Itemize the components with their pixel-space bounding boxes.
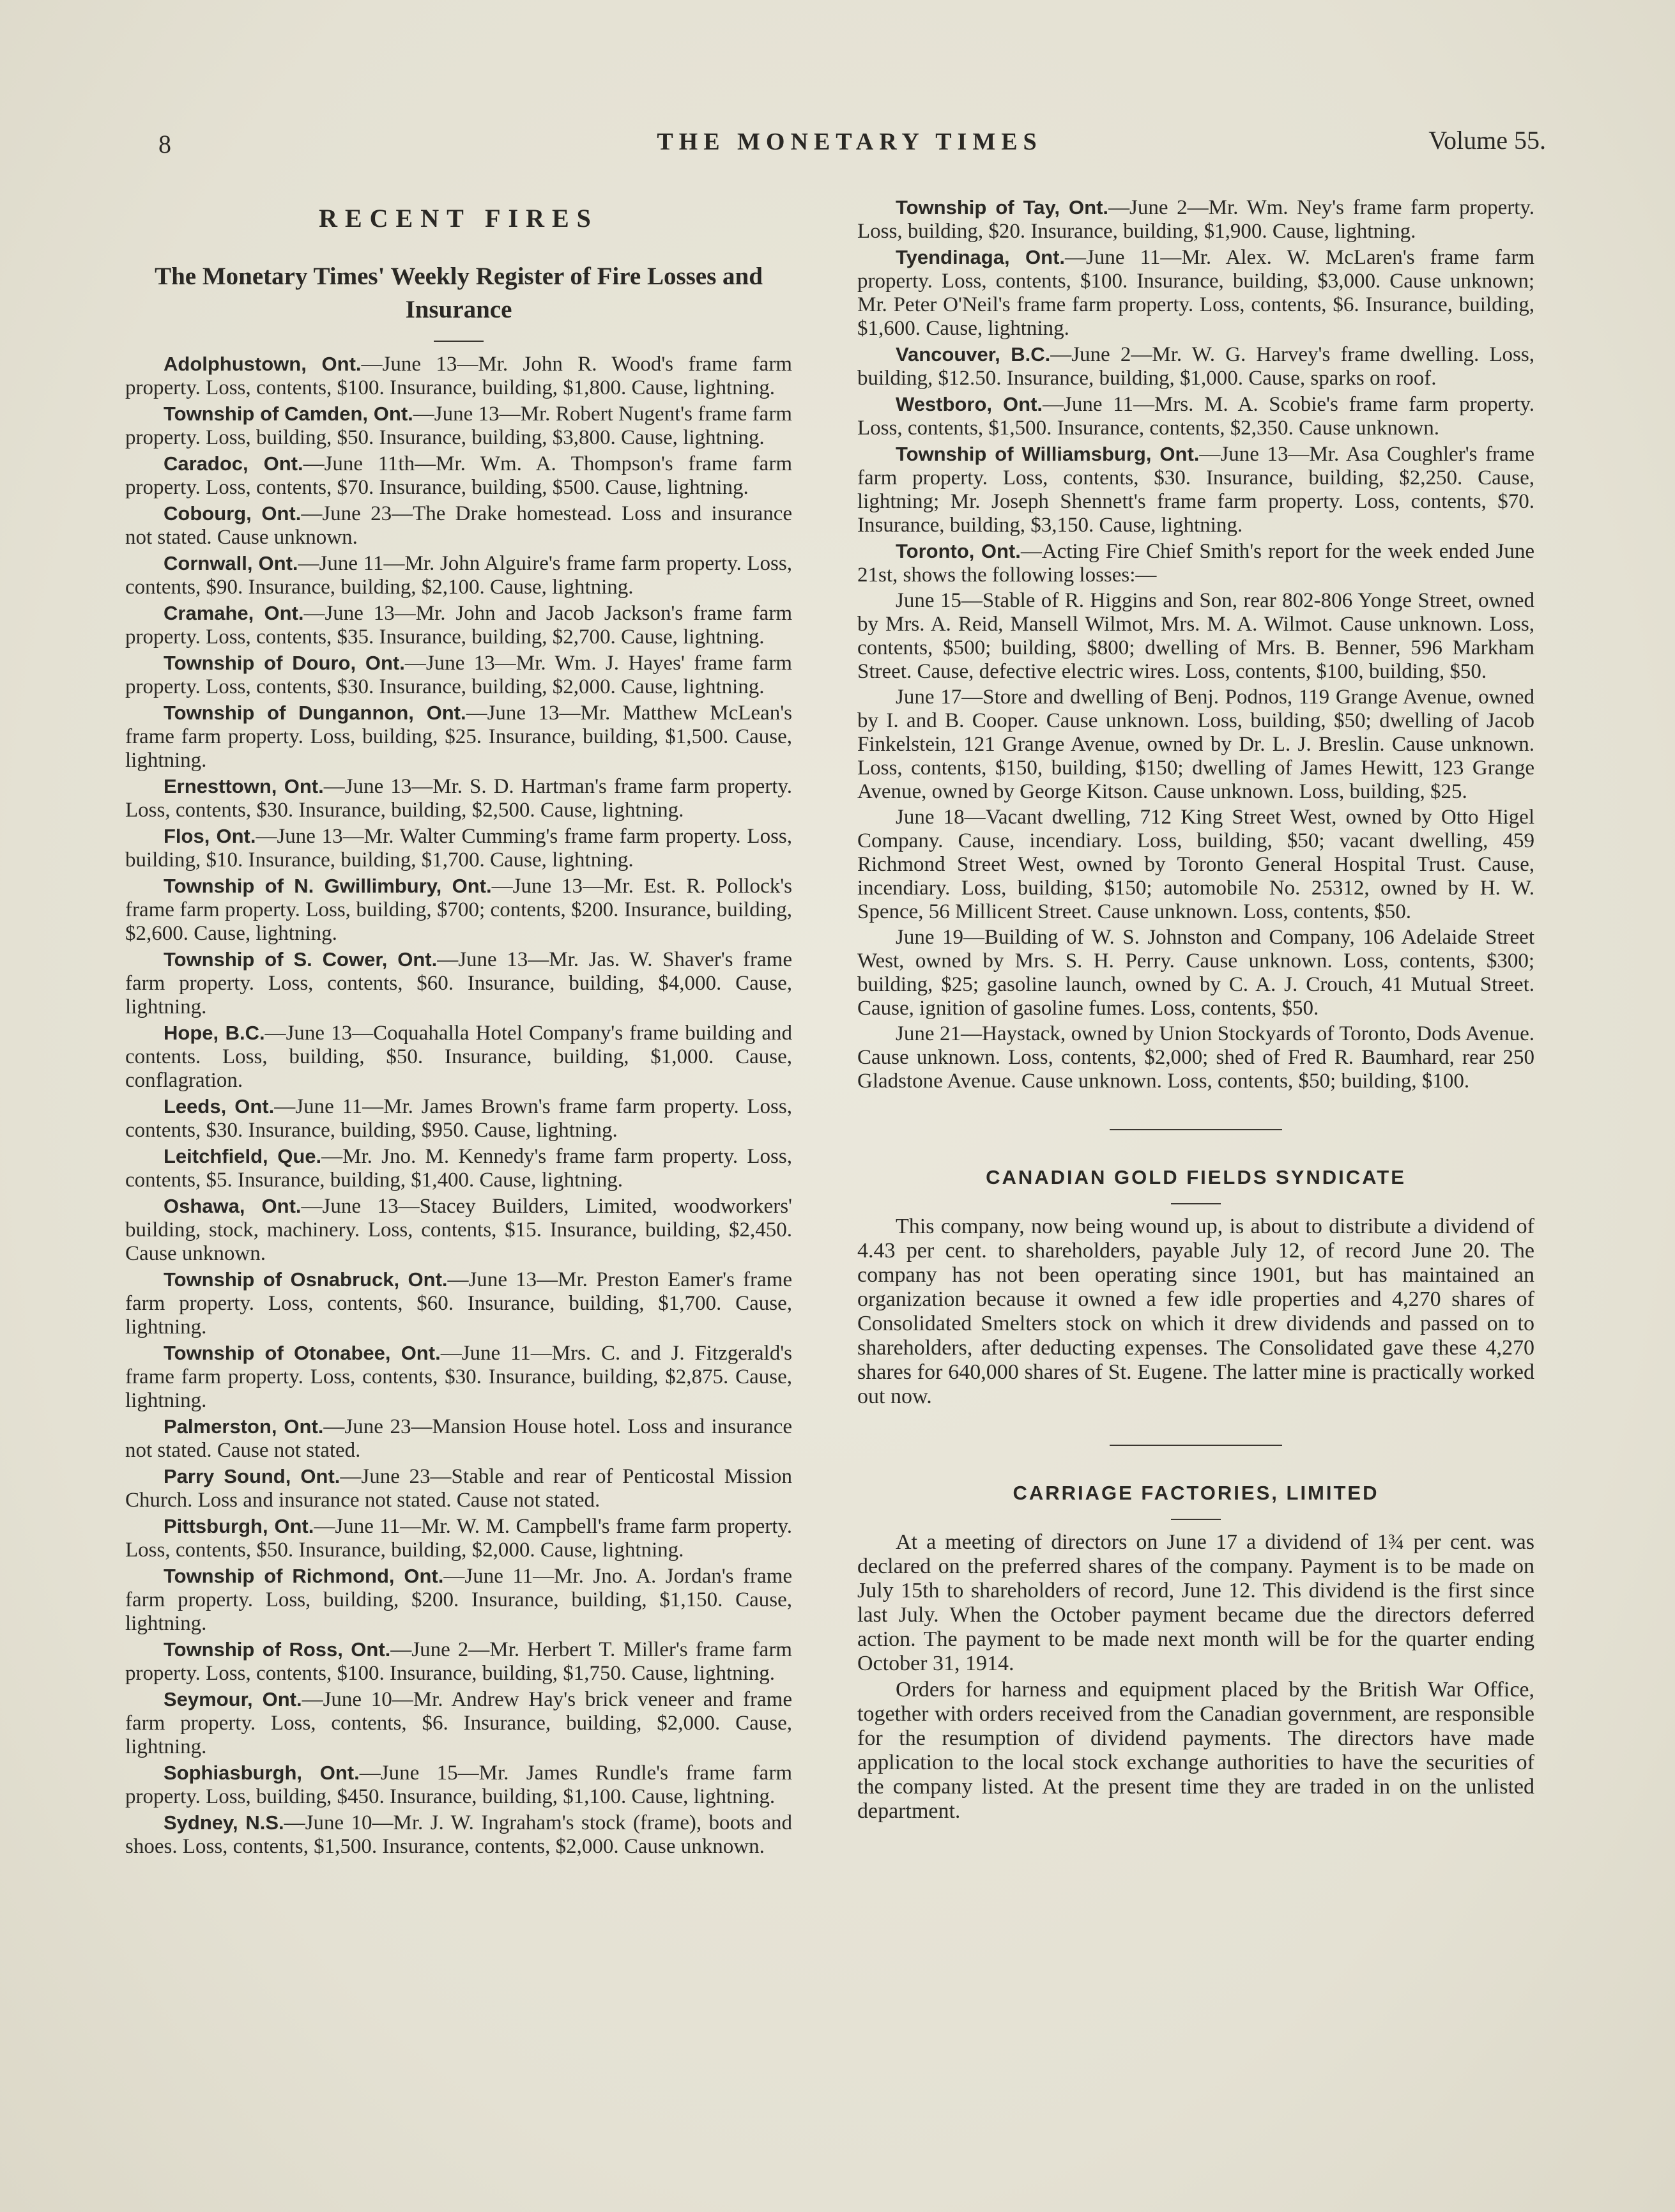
entry-text: —June 2—Mr. Herbert T. Miller's frame farm property. Loss, contents, $100. Insurance, building, $1,750. Cause, lightning.	[125, 1638, 792, 1685]
entry-place: Township of Ross, Ont.	[164, 1638, 391, 1661]
entry-text: —June 13—Mr. Jas. W. Shaver's frame farm property. Loss, contents, $60. Insurance, building, $4,000. Cause, lightning.	[125, 948, 792, 1018]
entry-place: Township of Richmond, Ont.	[164, 1565, 444, 1587]
entry-place: Township of Osnabruck, Ont.	[164, 1268, 448, 1291]
entry-text: —June 23—The Drake homestead. Loss and insurance not stated. Cause unknown.	[125, 502, 792, 549]
entry-text: —June 23—Mansion House hotel. Loss and insurance not stated. Cause not stated.	[125, 1415, 792, 1462]
fire-entry	[125, 1761, 792, 1809]
fire-entry	[125, 1564, 792, 1636]
entry-text: —June 11—Mr. John Alguire's frame farm property. Loss, contents, $90. Insurance, building, $2,100. Cause, lightning.	[125, 552, 792, 599]
entry-place: Caradoc, Ont.	[164, 452, 303, 475]
fire-entry	[125, 1268, 792, 1339]
entry-text: —June 11—Mr. Alex. W. McLaren's frame farm property. Loss, contents, $100. Insurance, building, $3,000. Cause unknown; Mr. Peter O'Neil's frame farm property. Loss, contents, $6. Insurance, building, $1,600. Cause, lightning.	[857, 246, 1535, 340]
entry-text: —Mr. Jno. M. Kennedy's frame farm property. Loss, contents, $5. Insurance, building, $1,400. Cause, lightning.	[125, 1145, 792, 1192]
entry-text: —June 13—Mr. John and Jacob Jackson's frame farm property. Loss, contents, $35. Insurance, building, $2,700. Cause, lightning.	[125, 602, 792, 649]
fire-entry	[125, 824, 792, 872]
entry-text: —June 10—Mr. Andrew Hay's brick veneer and frame farm property. Loss, contents, $6. Insurance, building, $2,000. Cause, lightning.	[125, 1688, 792, 1758]
entry-text: —June 23—Stable and rear of Penticostal Mission Church. Loss and insurance not stated. Cause not stated.	[125, 1465, 793, 1512]
fire-entry	[125, 1687, 792, 1759]
paragraph: June 21—Haystack, owned by Union Stockyards of Toronto, Dods Avenue. Cause unknown. Loss, contents, $2,000; shed of Fred R. Baumhard, rear 250 Gladstone Avenue. Cause unknown. Loss, contents, $50; building, $100.	[857, 1022, 1534, 1093]
entry-place: Parry Sound, Ont.	[164, 1465, 340, 1487]
paragraph: June 19—Building of W. S. Johnston and Company, 106 Adelaide Street West, owned by Mrs. S. H. Perry. Cause unknown. Loss, contents, $300; building, $25; gasoline launch, owned by C. A. J. Crouch, 41 Mutual Street. Cause, ignition of gasoline fumes. Loss, contents, $50.	[857, 926, 1534, 1020]
fire-entry	[125, 774, 792, 822]
entry-text: —June 13—Mr. Robert Nugent's frame farm property. Loss, building, $50. Insurance, building, $3,800. Cause, lightning.	[125, 403, 792, 449]
toronto-report	[857, 589, 1534, 1093]
fire-entry	[125, 402, 792, 450]
fire-entry	[125, 1144, 792, 1192]
fire-entry	[857, 392, 1534, 440]
entry-place: Cobourg, Ont.	[164, 502, 302, 525]
fire-entry	[125, 1638, 792, 1686]
entry-place: Ernesttown, Ont.	[164, 775, 324, 797]
entry-place: Cornwall, Ont.	[164, 552, 298, 574]
fire-entry	[125, 452, 792, 500]
paragraph: At a meeting of directors on June 17 a dividend of 1¾ per cent. was declared on the preferred shares of the company. Payment is to be made on July 15th to shareholders of record, June 12. This dividend is the first since last July. When the October payment became due the directors deferred action. The payment to be made next month will be for the quarter ending October 31, 1914.	[857, 1530, 1534, 1675]
fire-entry	[125, 1811, 792, 1859]
divider	[1110, 1129, 1282, 1130]
left-column	[125, 199, 792, 1861]
section-subtitle: The Monetary Times' Weekly Register of Fire Losses and Insurance	[155, 263, 763, 323]
entry-place: Pittsburgh, Ont.	[164, 1515, 314, 1537]
paragraph: This company, now being wound up, is about to distribute a dividend of 4.43 per cent. to shareholders, payable July 12, of record June 20. The company has not been operating since 1901, but has maintained an organization because it owned a few idle properties and 4,270 shares of Consolidated Smelters stock on which it drew dividends and passed on to shareholders, after deducting expenses. The Consolidated gave these 4,270 shares for 640,000 shares of St. Eugene. The latter mine is practically worked out now.	[857, 1215, 1534, 1408]
entry-place: Vancouver, B.C.	[896, 343, 1051, 365]
fire-entry	[125, 1464, 792, 1512]
entry-text: —June 10—Mr. J. W. Ingraham's stock (frame), boots and shoes. Loss, contents, $1,500. Insurance, contents, $2,000. Cause unknown.	[125, 1811, 792, 1858]
fire-entry	[125, 651, 792, 699]
divider	[434, 341, 484, 342]
entry-place: Township of Camden, Ont.	[164, 403, 413, 425]
entry-place: Toronto, Ont.	[896, 540, 1021, 562]
divider	[1171, 1203, 1221, 1204]
entry-place: Cramahe, Ont.	[164, 602, 304, 624]
entry-place: Oshawa, Ont.	[164, 1195, 302, 1217]
section-title: RECENT FIRES	[319, 204, 599, 233]
entry-text: —June 11—Mr. James Brown's frame farm property. Loss, contents, $30. Insurance, building, $950. Cause, lightning.	[125, 1095, 792, 1142]
paragraph: June 18—Vacant dwelling, 712 King Street West, owned by Otto Higel Company. Cause, incendiary. Loss, building, $50; vacant dwelling, 459 Richmond Street West, owned by Toronto General Hospital Trust. Cause, incendiary. Loss, building, $150; automobile No. 25312, owned by H. W. Spence, 56 Millicent Street. Cause unknown. Loss, contents, $50.	[857, 806, 1534, 923]
paragraph: Orders for harness and equipment placed by the British War Office, together with orders received from the Canadian government, are responsible for the resumption of dividend payments. The directors have made application to the local stock exchange authorities to have the securities of the company listed. At the present time they are traded in on the unlisted department.	[857, 1678, 1534, 1823]
fire-entry	[857, 245, 1534, 341]
entry-place: Township of Otonabee, Ont.	[164, 1342, 441, 1364]
paragraph: June 15—Stable of R. Higgins and Son, rear 802-806 Yonge Street, owned by Mrs. A. Reid, Mansell Wilmot, Mrs. M. A. Wilmot. Cause unknown. Loss, contents, $500; building, $800; dwelling of Mrs. B. Benner, 596 Markham Street. Cause, defective electric wires. Loss, contents, $100, building, $50.	[857, 589, 1534, 683]
entry-text: —June 11—Mr. W. M. Campbell's frame farm property. Loss, contents, $50. Insurance, building, $2,000. Cause, lightning.	[125, 1515, 792, 1562]
article-title: CANADIAN GOLD FIELDS SYNDICATE	[986, 1166, 1406, 1188]
fire-entry	[125, 1194, 792, 1266]
right-column	[857, 196, 1534, 1825]
fire-entries-left	[125, 352, 792, 1859]
fire-entry	[125, 1021, 792, 1093]
entry-text: —June 2—Mr. W. G. Harvey's frame dwelling. Loss, building, $12.50. Insurance, building, $1,000. Cause, sparks on roof.	[857, 343, 1534, 390]
entry-place: Flos, Ont.	[164, 825, 256, 847]
entry-place: Tyendinaga, Ont.	[896, 246, 1066, 268]
entry-place: Sophiasburgh, Ont.	[164, 1762, 360, 1784]
entry-text: —June 13—Stacey Builders, Limited, woodworkers' building, stock, machinery. Loss, contents, $15. Insurance, building, $2,450. Cause unknown.	[125, 1195, 792, 1265]
entry-text: —June 13—Coquahalla Hotel Company's frame building and contents. Loss, building, $50. Insurance, building, $1,000. Cause, conflagration.	[125, 1022, 792, 1092]
entry-place: Township of S. Cower, Ont.	[164, 948, 438, 971]
entry-place: Township of N. Gwillimbury, Ont.	[164, 875, 492, 897]
entry-text: —Acting Fire Chief Smith's report for the week ended June 21st, shows the following losses:—	[857, 540, 1534, 587]
entry-text: —June 13—Mr. Wm. J. Hayes' frame farm property. Loss, contents, $30. Insurance, building, $2,000. Cause, lightning.	[125, 652, 792, 698]
fire-entry	[125, 601, 792, 649]
entry-text: —June 13—Mr. Matthew McLean's frame farm property. Loss, building, $25. Insurance, building, $1,500. Cause, lightning.	[125, 702, 792, 772]
entry-text: —June 11—Mr. Jno. A. Jordan's frame farm property. Loss, building, $200. Insurance, building, $1,150. Cause, lightning.	[125, 1565, 792, 1635]
entry-text: —June 15—Mr. James Rundle's frame farm property. Loss, building, $450. Insurance, building, $1,100. Cause, lightning.	[125, 1762, 792, 1808]
divider	[1110, 1445, 1282, 1446]
entry-text: —June 2—Mr. Wm. Ney's frame farm property. Loss, building, $20. Insurance, building, $1,900. Cause, lightning.	[857, 196, 1534, 243]
masthead: THE MONETARY TIMES	[657, 128, 1043, 155]
fire-entry	[857, 539, 1534, 587]
fire-entry	[857, 442, 1534, 537]
entry-text: —June 13—Mr. Preston Eamer's frame farm property. Loss, contents, $60. Insurance, building, $1,700. Cause, lightning.	[125, 1268, 792, 1339]
fire-entry	[125, 502, 792, 549]
entry-text: —June 13—Mr. Est. R. Pollock's frame farm property. Loss, building, $700; contents, $200. Insurance, building, $2,600. Cause, lightning.	[125, 875, 792, 945]
entry-place: Adolphustown, Ont.	[164, 353, 362, 375]
divider	[1171, 1519, 1221, 1520]
volume-label: Volume 55.	[1428, 126, 1546, 155]
page-number: 8	[158, 130, 171, 158]
entry-text: —June 11—Mrs. C. and J. Fitzgerald's frame farm property. Loss, contents, $30. Insurance, building, $2,875. Cause, lightning.	[125, 1342, 792, 1412]
entry-place: Leeds, Ont.	[164, 1095, 275, 1118]
entry-place: Township of Dungannon, Ont.	[164, 702, 466, 724]
entry-place: Township of Douro, Ont.	[164, 652, 405, 674]
fire-entry	[857, 342, 1534, 390]
entry-place: Leitchfield, Que.	[164, 1145, 322, 1167]
article-title: CARRIAGE FACTORIES, LIMITED	[1013, 1482, 1379, 1504]
entry-text: —June 11—Mrs. M. A. Scobie's frame farm property. Loss, contents, $1,500. Insurance, contents, $2,350. Cause unknown.	[857, 393, 1534, 440]
entry-text: —June 13—Mr. Walter Cumming's frame farm property. Loss, building, $10. Insurance, building, $1,700. Cause, lightning.	[125, 825, 792, 872]
fire-entry	[857, 196, 1534, 243]
fire-entries-right	[857, 196, 1534, 587]
entry-place: Westboro, Ont.	[896, 393, 1043, 415]
fire-entry	[125, 948, 792, 1019]
article-carriage-factories	[857, 1482, 1534, 1824]
entry-place: Seymour, Ont.	[164, 1688, 302, 1710]
entry-place: Township of Tay, Ont.	[896, 196, 1109, 219]
fire-entry	[125, 551, 792, 599]
fire-entry	[125, 874, 792, 946]
fire-entry	[125, 1341, 792, 1413]
fire-entry	[125, 352, 792, 400]
entry-text: —June 13—Mr. S. D. Hartman's frame farm property. Loss, contents, $30. Insurance, building, $2,500. Cause, lightning.	[125, 775, 793, 822]
article-gold-fields	[857, 1166, 1534, 1409]
fire-entry	[125, 1514, 792, 1562]
entry-place: Palmerston, Ont.	[164, 1415, 324, 1438]
entry-text: —June 13—Mr. John R. Wood's frame farm property. Loss, contents, $100. Insurance, building, $1,800. Cause, lightning.	[125, 353, 792, 399]
fire-entry	[125, 701, 792, 772]
entry-text: —June 13—Mr. Asa Coughler's frame farm property. Loss, contents, $30. Insurance, building, $2,250. Cause, lightning; Mr. Joseph Shennett's frame farm property. Loss, contents, $70. Insurance, building, $3,150. Cause, lightning.	[857, 443, 1534, 537]
running-head	[153, 125, 1546, 164]
article-body	[857, 1530, 1534, 1824]
article-body	[857, 1215, 1534, 1409]
entry-place: Hope, B.C.	[164, 1022, 265, 1044]
fire-entry	[125, 1094, 792, 1142]
fire-entry	[125, 1415, 792, 1463]
entry-place: Sydney, N.S.	[164, 1811, 284, 1834]
paragraph: June 17—Store and dwelling of Benj. Podnos, 119 Grange Avenue, owned by I. and B. Cooper. Cause unknown. Loss, building, $50; dwelling of Jacob Finkelstein, 121 Grange Avenue, owned by Dr. L. J. Breslin. Cause unknown. Loss, contents, $150, building, $150; dwelling of James Hewitt, 123 Grange Avenue, owned by George Kitson. Cause unknown. Loss, building, $25.	[857, 686, 1534, 803]
entry-place: Township of Williamsburg, Ont.	[896, 443, 1200, 465]
entry-text: —June 11th—Mr. Wm. A. Thompson's frame farm property. Loss, contents, $70. Insurance, building, $500. Cause, lightning.	[125, 452, 792, 499]
